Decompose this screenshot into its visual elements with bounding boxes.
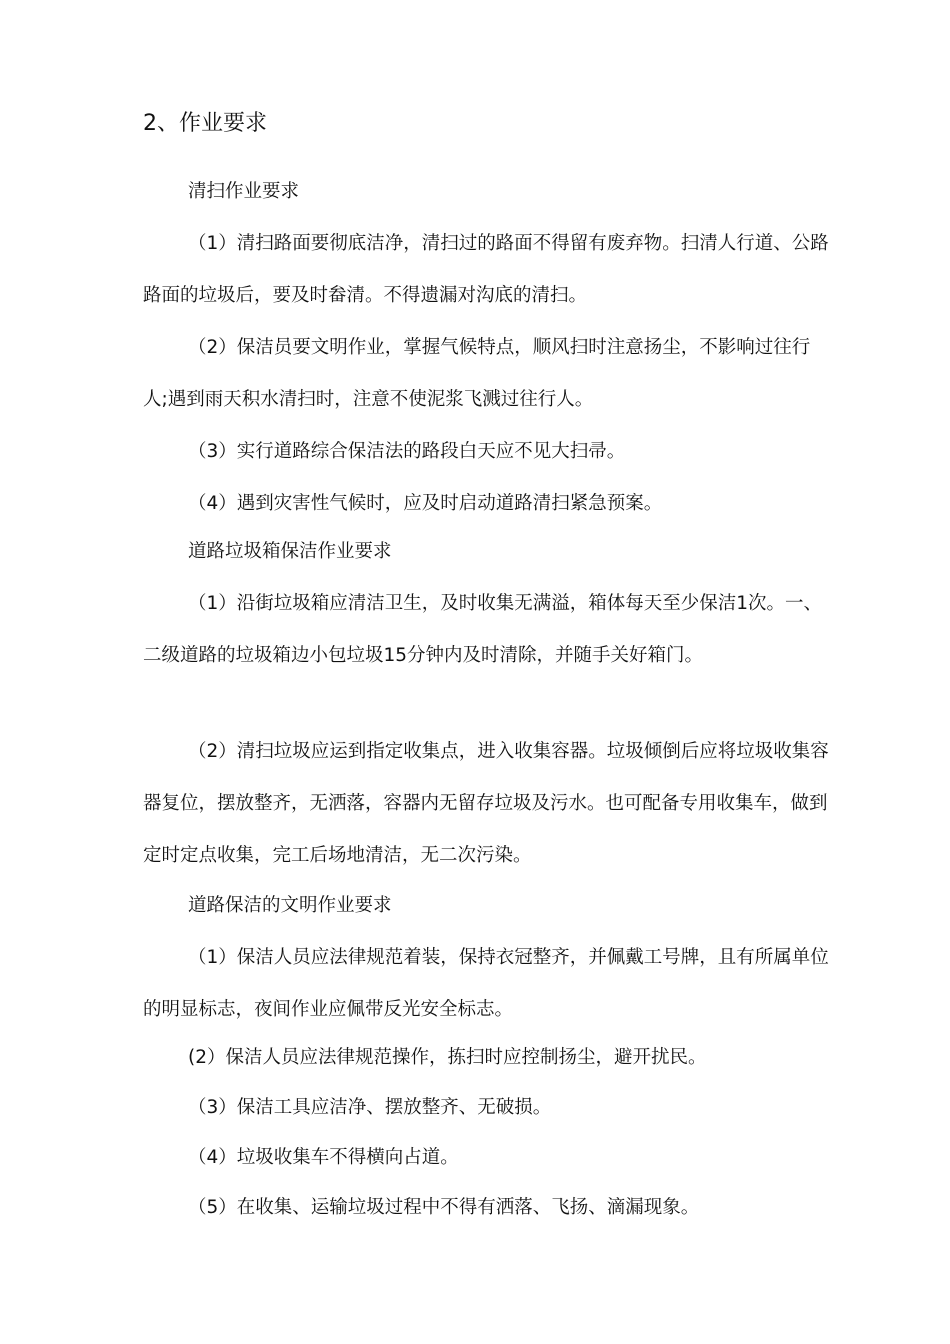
paragraph-text: （4）垃圾收集车不得横向占道。 [188,1147,459,1168]
paragraph [143,478,833,530]
paragraph [143,1132,833,1184]
subsection-title-cleaning: 清扫作业要求 [188,181,300,202]
paragraph-text: （4）遇到灾害性气候时，应及时启动道路清扫紧急预案。 [188,493,663,514]
paragraph-text: （2）保洁员要文明作业，掌握气候特点，顺风扫时注意扬尘，不影响过往行人;遇到雨天积水清扫时，注意不使泥浆飞溅过往行人。 [143,337,811,410]
subsection-title-bins: 道路垃圾箱保洁作业要求 [188,541,392,562]
paragraph [143,218,833,322]
paragraph-text: (2）保洁人员应法律规范操作，拣扫时应控制扬尘，避开扰民。 [188,1047,707,1068]
paragraph-text: （3）实行道路综合保洁法的路段白天应不见大扫帚。 [188,441,626,462]
subsection-title-civil: 道路保洁的文明作业要求 [188,895,392,916]
section-heading: 2、作业要求 [143,111,267,136]
paragraph [143,426,833,478]
paragraph-text: （1）保洁人员应法律规范着装，保持衣冠整齐，并佩戴工号牌，且有所属单位的明显标志，夜间作业应佩带反光安全标志。 [143,947,829,1020]
paragraph-text: （2）清扫垃圾应运到指定收集点，进入收集容器。垃圾倾倒后应将垃圾收集容器复位，摆放整齐，无洒落，容器内无留存垃圾及污水。也可配备专用收集车，做到定时定点收集，完工后场地清洁，无二次污染。 [143,741,829,866]
paragraph-text: （1）沿街垃圾箱应清洁卫生，及时收集无满溢，箱体每天至少保洁1次。一、二级道路的垃圾箱边小包垃圾15分钟内及时清除，并随手关好箱门。 [143,593,823,666]
paragraph [143,726,833,882]
paragraph [143,932,833,1036]
paragraph-text: （5）在收集、运输垃圾过程中不得有洒落、飞扬、滴漏现象。 [188,1197,700,1218]
paragraph [143,1082,833,1134]
paragraph [143,1182,833,1234]
paragraph [143,1032,833,1084]
paragraph-text: （1）清扫路面要彻底洁净，清扫过的路面不得留有废弃物。扫清人行道、公路路面的垃圾后，要及时畚清。不得遗漏对沟底的清扫。 [143,233,829,306]
paragraph-text: （3）保洁工具应洁净、摆放整齐、无破损。 [188,1097,552,1118]
paragraph [143,322,833,426]
paragraph [143,578,833,682]
